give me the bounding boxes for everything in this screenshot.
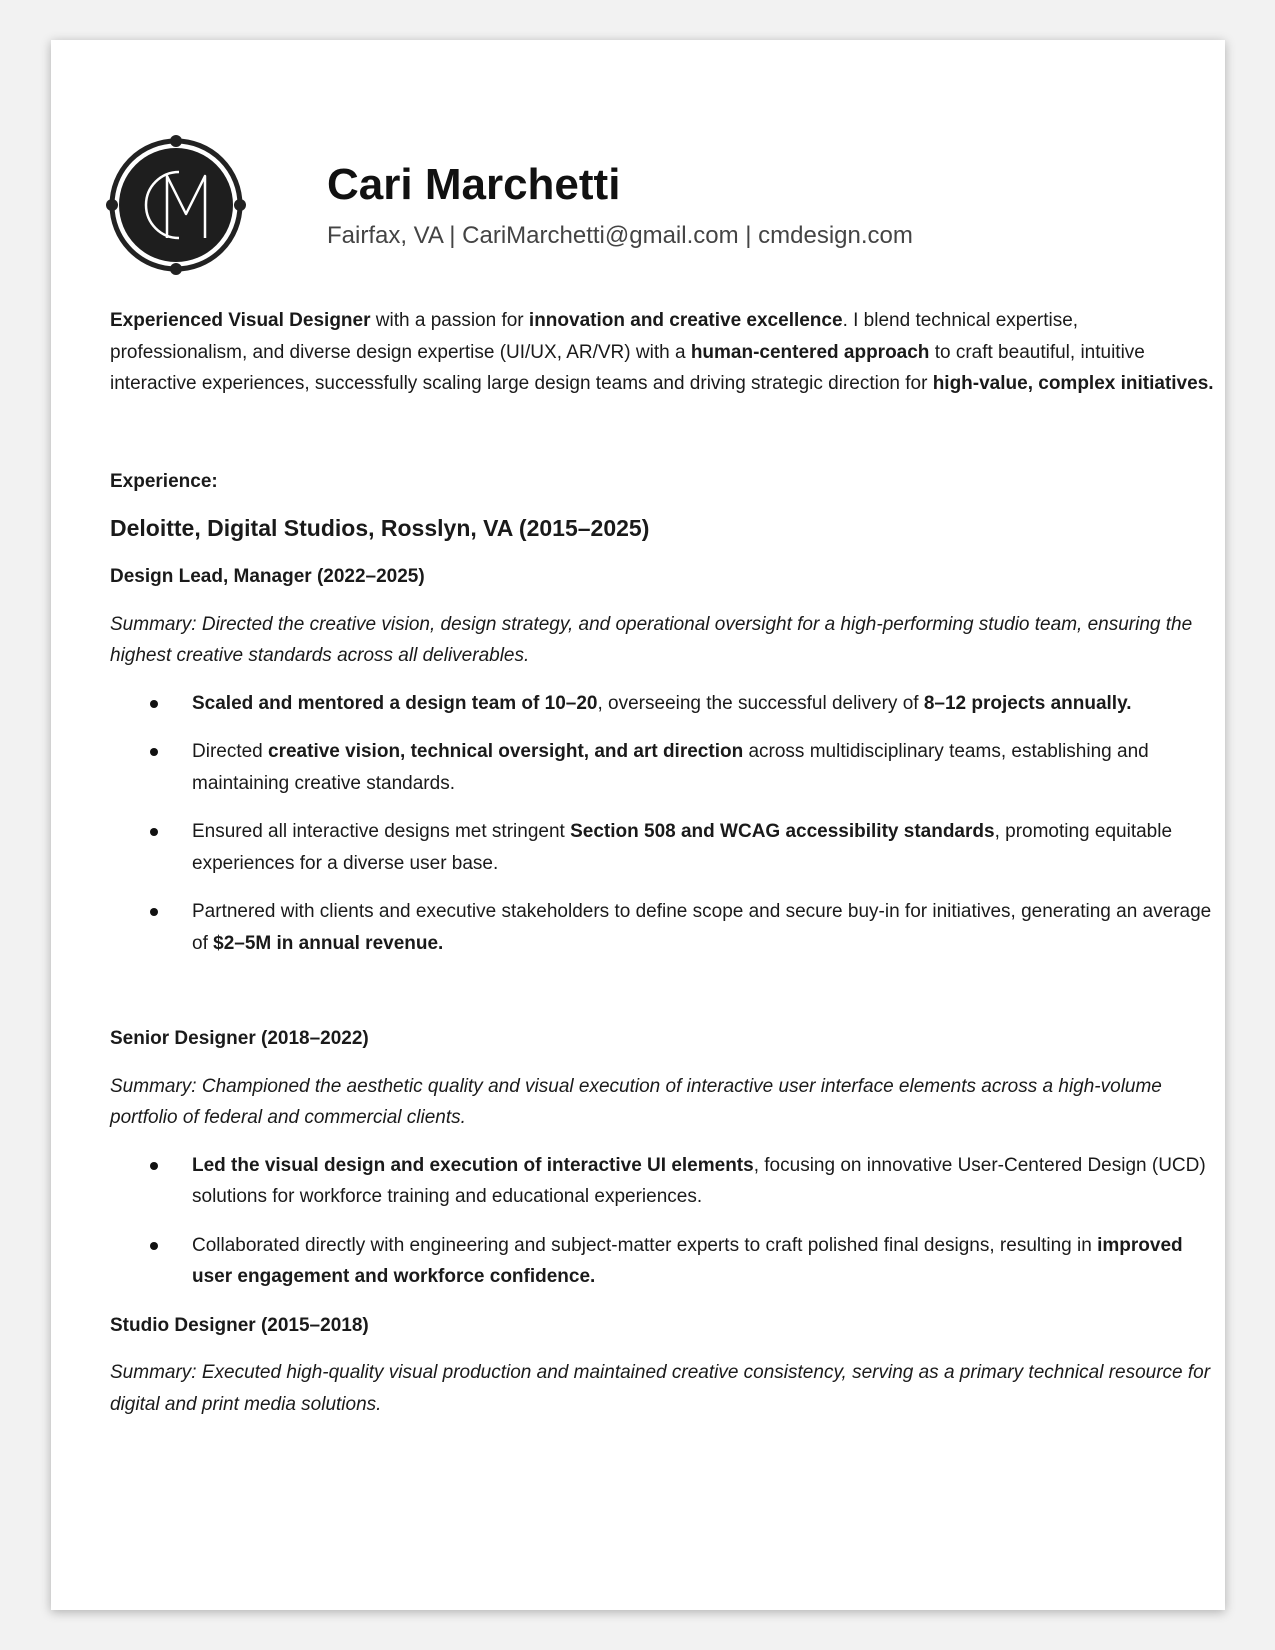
cm-monogram-icon bbox=[101, 130, 251, 280]
role-summary-design-lead: Summary: Directed the creative vision, design strategy, and operational oversight for a high-performing studio team, ensuring the highest creative standards across all deliverables. bbox=[110, 613, 1193, 666]
bullet-text: Directed bbox=[192, 741, 269, 762]
list-item bbox=[110, 736, 1215, 799]
bullet-icon bbox=[150, 748, 158, 756]
bullet-text: Collaborated directly with engineering and subject-matter experts to craft polished final designs, resulting in bbox=[192, 1234, 1098, 1256]
bullet-text: , overseeing the successful delivery of bbox=[597, 692, 924, 714]
bullet-icon bbox=[150, 908, 158, 916]
intro-emphasis-title: Experienced Visual Designer bbox=[110, 310, 371, 331]
bullet-list-senior-designer bbox=[110, 1150, 1215, 1293]
resume-page bbox=[51, 40, 1225, 1610]
intro-text: with a passion for bbox=[370, 310, 529, 331]
company-heading: Deloitte, Digital Studios, Rosslyn, VA (2015–2025) bbox=[110, 515, 650, 541]
bullet-text: Ensured all interactive designs met stringent bbox=[192, 821, 571, 842]
bullet-emphasis: $2–5M in annual revenue. bbox=[213, 932, 444, 954]
list-item bbox=[110, 1230, 1215, 1293]
intro-emphasis: human-centered approach bbox=[690, 341, 930, 363]
bullet-text: , focusing on innovative User-Centered Design (UCD) solutions for workforce training and educational experiences. bbox=[192, 1154, 1206, 1207]
bullet-icon bbox=[150, 700, 158, 708]
bullet-icon bbox=[150, 1162, 158, 1170]
list-item bbox=[110, 816, 1215, 879]
bullet-icon bbox=[150, 1242, 158, 1250]
bullet-icon bbox=[150, 828, 158, 836]
list-item bbox=[110, 1150, 1215, 1213]
bullet-text: Partnered with clients and executive stakeholders to define scope and secure buy-in for initiatives, generating an average of bbox=[192, 901, 1212, 954]
role-title-design-lead: Design Lead, Manager (2022–2025) bbox=[110, 566, 425, 587]
intro-emphasis: high-value, complex initiatives. bbox=[932, 373, 1214, 394]
bullet-emphasis: Section 508 and WCAG accessibility standards bbox=[570, 821, 995, 842]
role-summary-studio-designer: Summary: Executed high-quality visual production and maintained creative consistency, serving as a primary technical resource for digital and print media solutions. bbox=[110, 1362, 1211, 1415]
profile-summary bbox=[110, 305, 1215, 400]
bullet-text: , promoting equitable experiences for a diverse user base. bbox=[192, 821, 1173, 874]
bullet-emphasis: improved user engagement and workforce confidence. bbox=[192, 1234, 1183, 1287]
role-title-senior-designer: Senior Designer (2018–2022) bbox=[110, 1028, 369, 1049]
role-title-studio-designer: Studio Designer (2015–2018) bbox=[110, 1314, 369, 1336]
contact-info: Fairfax, VA | CariMarchetti@gmail.com | cmdesign.com bbox=[327, 222, 913, 249]
list-item bbox=[110, 688, 1215, 720]
bullet-emphasis: 8–12 projects annually. bbox=[923, 692, 1132, 714]
list-item bbox=[110, 896, 1215, 959]
candidate-name: Cari Marchetti bbox=[327, 160, 621, 209]
intro-emphasis: innovation and creative excellence bbox=[528, 310, 843, 331]
role-summary-senior-designer: Summary: Championed the aesthetic quality and visual execution of interactive user interface elements across a high-volume portfolio of federal and commercial clients. bbox=[110, 1075, 1162, 1128]
bullet-emphasis: Scaled and mentored a design team of 10–20 bbox=[192, 692, 598, 714]
bullet-emphasis: creative vision, technical oversight, and art direction bbox=[268, 741, 744, 762]
experience-heading: Experience: bbox=[110, 470, 218, 492]
intro-text: . I blend technical expertise, professionalism, and diverse design expertise (UI/UX, AR/VR) with a bbox=[110, 310, 1079, 363]
bullet-text: across multidisciplinary teams, establishing and maintaining creative standards. bbox=[192, 741, 1149, 794]
resume-body bbox=[110, 305, 1215, 1436]
resume-header bbox=[101, 130, 1101, 280]
section-spacer bbox=[110, 976, 1215, 1023]
bullet-emphasis: Led the visual design and execution of interactive UI elements bbox=[192, 1154, 754, 1176]
intro-text: to craft beautiful, intuitive interactive experiences, successfully scaling large design teams and driving strategic direction for bbox=[110, 341, 1145, 394]
bullet-list-design-lead bbox=[110, 688, 1215, 960]
